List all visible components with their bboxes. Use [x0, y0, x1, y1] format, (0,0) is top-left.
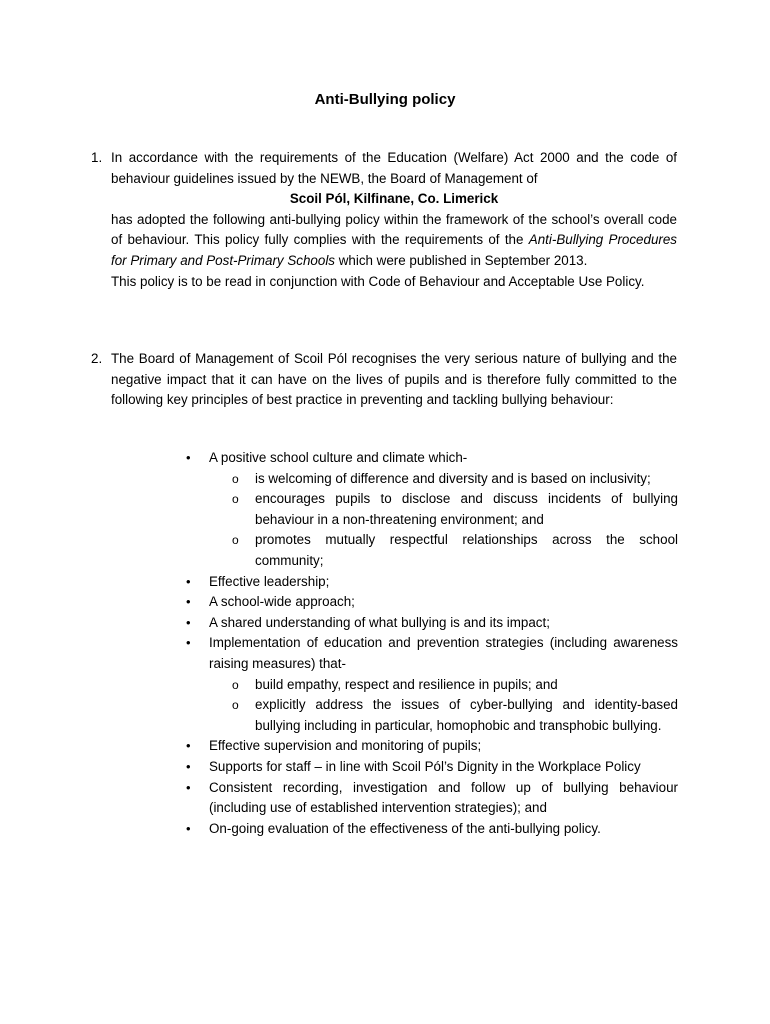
sub-list-item	[209, 530, 678, 571]
section-1-number: 1.	[91, 150, 103, 165]
list-item-text: A school-wide approach;	[209, 594, 355, 610]
sub-bullet-glyph: o	[232, 492, 239, 507]
sub-list-item	[209, 489, 678, 530]
section-2-intro: The Board of Management of Scoil Pól recognises the very serious nature of bullying and the negative impact that it can have on the lives of pupils and is therefore fully committed to the following key principles of best practice in preventing and tackling bullying behaviour:	[111, 351, 677, 408]
sub-list-item-text: build empathy, respect and resilience in pupils; and	[255, 676, 558, 692]
list-item	[186, 819, 678, 840]
procedures-title: Anti-Bullying Procedures for Primary and Post-Primary Schools	[111, 232, 678, 268]
list-item	[186, 613, 678, 634]
sub-list	[209, 469, 678, 572]
school-name: Scoil Pól, Kilfinane, Co. Limerick	[289, 191, 499, 207]
bullet-glyph: •	[186, 635, 191, 651]
sub-bullet-glyph: o	[232, 698, 239, 713]
sub-list-item-text: is welcoming of difference and diversity and is based on inclusivity;	[255, 470, 651, 486]
bullet-glyph: •	[186, 820, 191, 836]
list-item-text: On-going evaluation of the effectiveness of the anti-bullying policy.	[209, 820, 601, 836]
bullet-glyph: •	[186, 614, 191, 630]
sub-list-item-text: promotes mutually respectful relationships across the school community;	[255, 532, 678, 568]
section-1-text-d: This policy is to be read in conjunction with Code of Behaviour and Acceptable Use Policy.	[111, 273, 645, 289]
list-item-text: Effective leadership;	[209, 573, 330, 589]
bullet-glyph: •	[186, 594, 191, 610]
section-1-text-b-start: has adopted the following anti-bullying policy within the framework of the school’s overall code of behaviour. This policy fully complies with the requirements of the	[111, 211, 677, 248]
bullet-glyph: •	[186, 758, 191, 774]
list-item-text: A positive school culture and climate which-	[209, 450, 468, 465]
section-1-text-b-end: which were published in September 2013.	[335, 252, 588, 268]
list-item-text: Effective supervision and monitoring of pupils;	[209, 738, 482, 754]
page-title: Anti-Bullying policy	[314, 91, 456, 108]
list-item	[186, 778, 678, 819]
bullet-glyph: •	[186, 450, 191, 465]
section-1	[111, 148, 677, 292]
bullet-glyph: •	[186, 779, 191, 795]
list-item	[186, 572, 678, 593]
section-1-text-a: In accordance with the requirements of the Education (Welfare) Act 2000 and the code of behaviour guidelines issued by the NEWB, the Board of Management of	[111, 150, 677, 186]
list-item	[186, 736, 678, 757]
list-item-text: Supports for staff – in line with Scoil Pól’s Dignity in the Workplace Policy	[209, 758, 641, 774]
sub-list-item	[209, 695, 678, 736]
sub-bullet-glyph: o	[232, 533, 239, 548]
list-item-text: A shared understanding of what bullying is and its impact;	[209, 614, 550, 630]
principles-list	[186, 448, 678, 839]
list-item	[186, 633, 678, 736]
sub-list-item	[209, 675, 678, 696]
sub-list-item-text: explicitly address the issues of cyber-bullying and identity-based bullying including in particular, homophobic and transphobic bullying.	[255, 697, 678, 733]
list-item	[186, 757, 678, 778]
bullet-glyph: •	[186, 573, 191, 589]
list-item-text: Consistent recording, investigation and follow up of bullying behaviour (including use of established intervention strategies); and	[209, 779, 678, 816]
section-1-text-b	[111, 210, 677, 272]
bullet-glyph: •	[186, 738, 191, 754]
sub-bullet-glyph: o	[232, 471, 239, 486]
sub-list-item	[209, 469, 678, 490]
sub-list-item-text: encourages pupils to disclose and discuss incidents of bullying behaviour in a non-threatening environment; and	[255, 491, 678, 527]
sub-list	[209, 675, 678, 737]
list-item-text: Implementation of education and prevention strategies (including awareness raising measures) that-	[209, 635, 678, 671]
list-item	[186, 592, 678, 613]
section-2-number: 2.	[91, 351, 103, 366]
sub-bullet-glyph: o	[232, 677, 239, 692]
list-item	[186, 448, 678, 572]
